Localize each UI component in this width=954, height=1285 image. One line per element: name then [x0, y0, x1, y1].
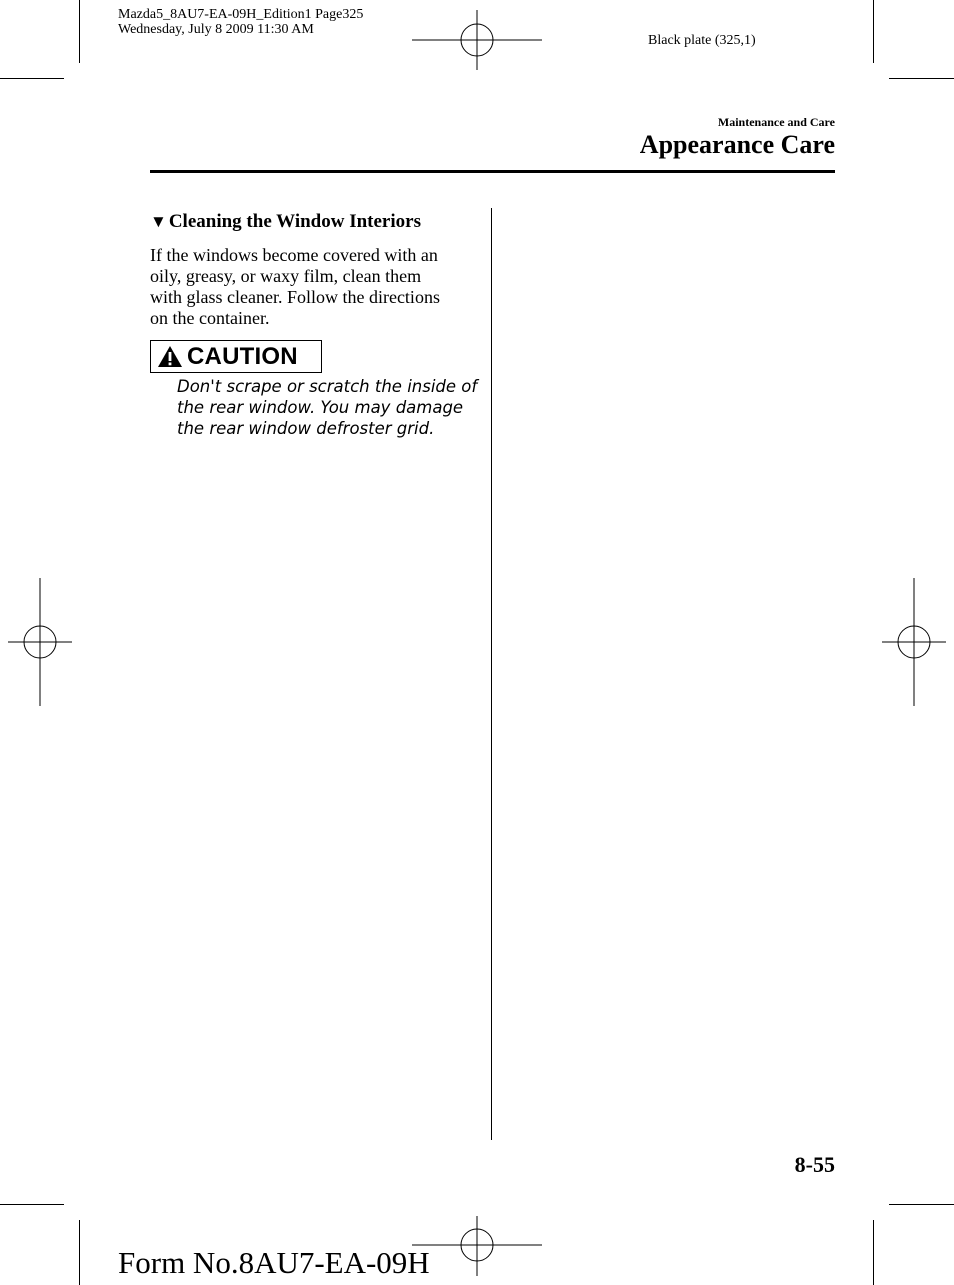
- registration-target-top: [412, 10, 542, 70]
- crop-mark-top-right-v: [873, 0, 874, 63]
- registration-target-left: [8, 578, 72, 706]
- caution-line: Don't scrape or scratch the inside of: [177, 377, 478, 396]
- page-title: Appearance Care: [639, 130, 835, 159]
- form-number: Form No.8AU7-EA-09H: [118, 1245, 430, 1280]
- crop-mark-top-left-h: [0, 78, 64, 79]
- header-rule: [150, 170, 835, 173]
- registration-target-bottom: [412, 1216, 542, 1276]
- body-line: on the container.: [150, 308, 270, 328]
- triangle-marker-icon: ▼: [150, 212, 167, 231]
- caution-text: [177, 376, 477, 439]
- sub-heading-text: Cleaning the Window Interiors: [168, 211, 421, 232]
- crop-mark-bottom-right-v: [873, 1220, 874, 1285]
- print-job-info: [118, 7, 363, 37]
- caution-line: the rear window defroster grid.: [177, 419, 435, 438]
- crop-mark-bottom-right-h: [889, 1204, 954, 1205]
- body-line: oily, greasy, or waxy film, clean them: [150, 266, 422, 286]
- crop-mark-top-left-v: [79, 0, 80, 63]
- crop-mark-top-right-h: [889, 78, 954, 79]
- crop-mark-bottom-left-h: [0, 1204, 64, 1205]
- caution-label: CAUTION: [187, 342, 298, 370]
- column-divider: [491, 208, 492, 1140]
- page-number: 8-55: [794, 1152, 835, 1177]
- sub-heading: [150, 211, 421, 233]
- print-job-line-2: Wednesday, July 8 2009 11:30 AM: [118, 22, 314, 37]
- print-job-line-1: Mazda5_8AU7-EA-09H_Edition1 Page325: [118, 7, 364, 22]
- body-line: If the windows become covered with an: [150, 245, 438, 265]
- caution-line: the rear window. You may damage: [177, 398, 464, 417]
- plate-info: Black plate (325,1): [648, 33, 756, 48]
- section-label: Maintenance and Care: [717, 115, 835, 129]
- caution-box: [150, 340, 322, 373]
- body-paragraph: [150, 245, 440, 329]
- registration-target-right: [882, 578, 946, 706]
- warning-triangle-icon: [157, 345, 183, 368]
- body-line: with glass cleaner. Follow the directions: [150, 287, 440, 307]
- crop-mark-bottom-left-v: [79, 1220, 80, 1285]
